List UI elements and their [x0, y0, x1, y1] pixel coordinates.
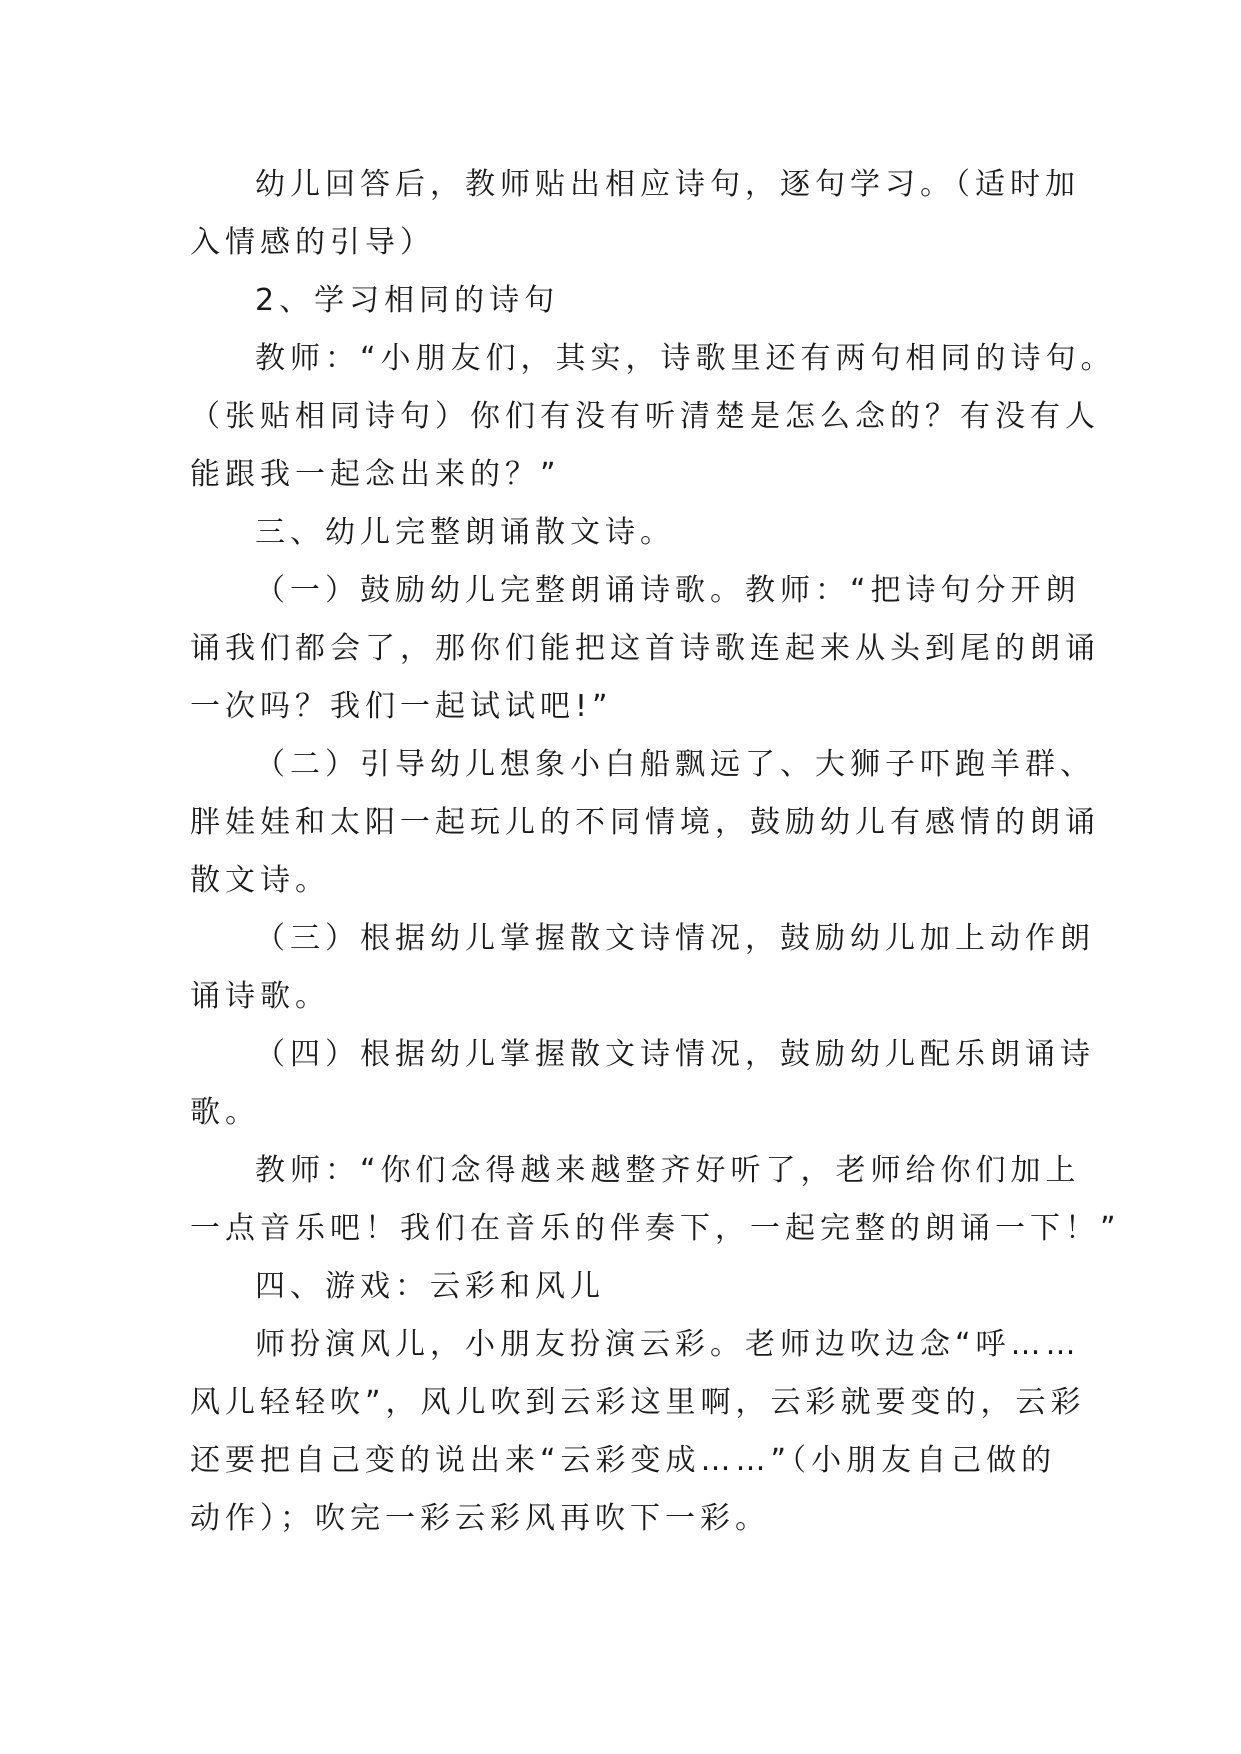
section-heading: 2、学习相同的诗句: [255, 283, 560, 318]
paragraph-line: 散文诗。: [190, 863, 330, 898]
paragraph-line: 教师：“你们念得越来越整齐好听了，老师给你们加上: [255, 1153, 1081, 1188]
section-heading: 三、幼儿完整朗诵散文诗。: [255, 515, 675, 550]
paragraph-line: （张贴相同诗句）你们有没有听清楚是怎么念的？有没有人: [190, 399, 1100, 434]
paragraph-line: 入情感的引导）: [190, 225, 435, 260]
paragraph-line: （一）鼓励幼儿完整朗诵诗歌。教师：“把诗句分开朗: [255, 573, 1081, 608]
paragraph-line: 幼儿回答后，教师贴出相应诗句，逐句学习。（适时加: [255, 167, 1080, 202]
section-heading: 四、游戏：云彩和风儿: [255, 1269, 605, 1304]
paragraph-line: 动作）；吹完一彩云彩风再吹下一彩。: [190, 1501, 770, 1536]
paragraph-line: 诵我们都会了，那你们能把这首诗歌连起来从头到尾的朗诵: [190, 631, 1100, 666]
paragraph-line: 还要把自己变的说出来“云彩变成……”（小朋友自己做的: [190, 1443, 1057, 1478]
paragraph-line: （三）根据幼儿掌握散文诗情况，鼓励幼儿加上动作朗: [255, 921, 1095, 956]
paragraph-line: （四）根据幼儿掌握散文诗情况，鼓励幼儿配乐朗诵诗: [255, 1037, 1095, 1072]
paragraph-line: 歌。: [190, 1095, 260, 1130]
paragraph-line: 诵诗歌。: [190, 979, 330, 1014]
paragraph-line: 教师：“小朋友们，其实，诗歌里还有两句相同的诗句。: [255, 341, 1116, 376]
paragraph-line: 师扮演风儿，小朋友扮演云彩。老师边吹边念“呼……: [255, 1327, 1081, 1362]
paragraph-line: 一次吗？我们一起试试吧!”: [190, 689, 613, 724]
paragraph-line: （二）引导幼儿想象小白船飘远了、大狮子吓跑羊群、: [255, 747, 1095, 782]
paragraph-line: 胖娃娃和太阳一起玩儿的不同情境，鼓励幼儿有感情的朗诵: [190, 805, 1100, 840]
paragraph-line: 一点音乐吧！我们在音乐的伴奏下，一起完整的朗诵一下！”: [190, 1211, 1121, 1246]
paragraph-line: 风儿轻轻吹”，风儿吹到云彩这里啊，云彩就要变的，云彩: [190, 1385, 1086, 1420]
paragraph-line: 能跟我一起念出来的？”: [190, 457, 561, 492]
